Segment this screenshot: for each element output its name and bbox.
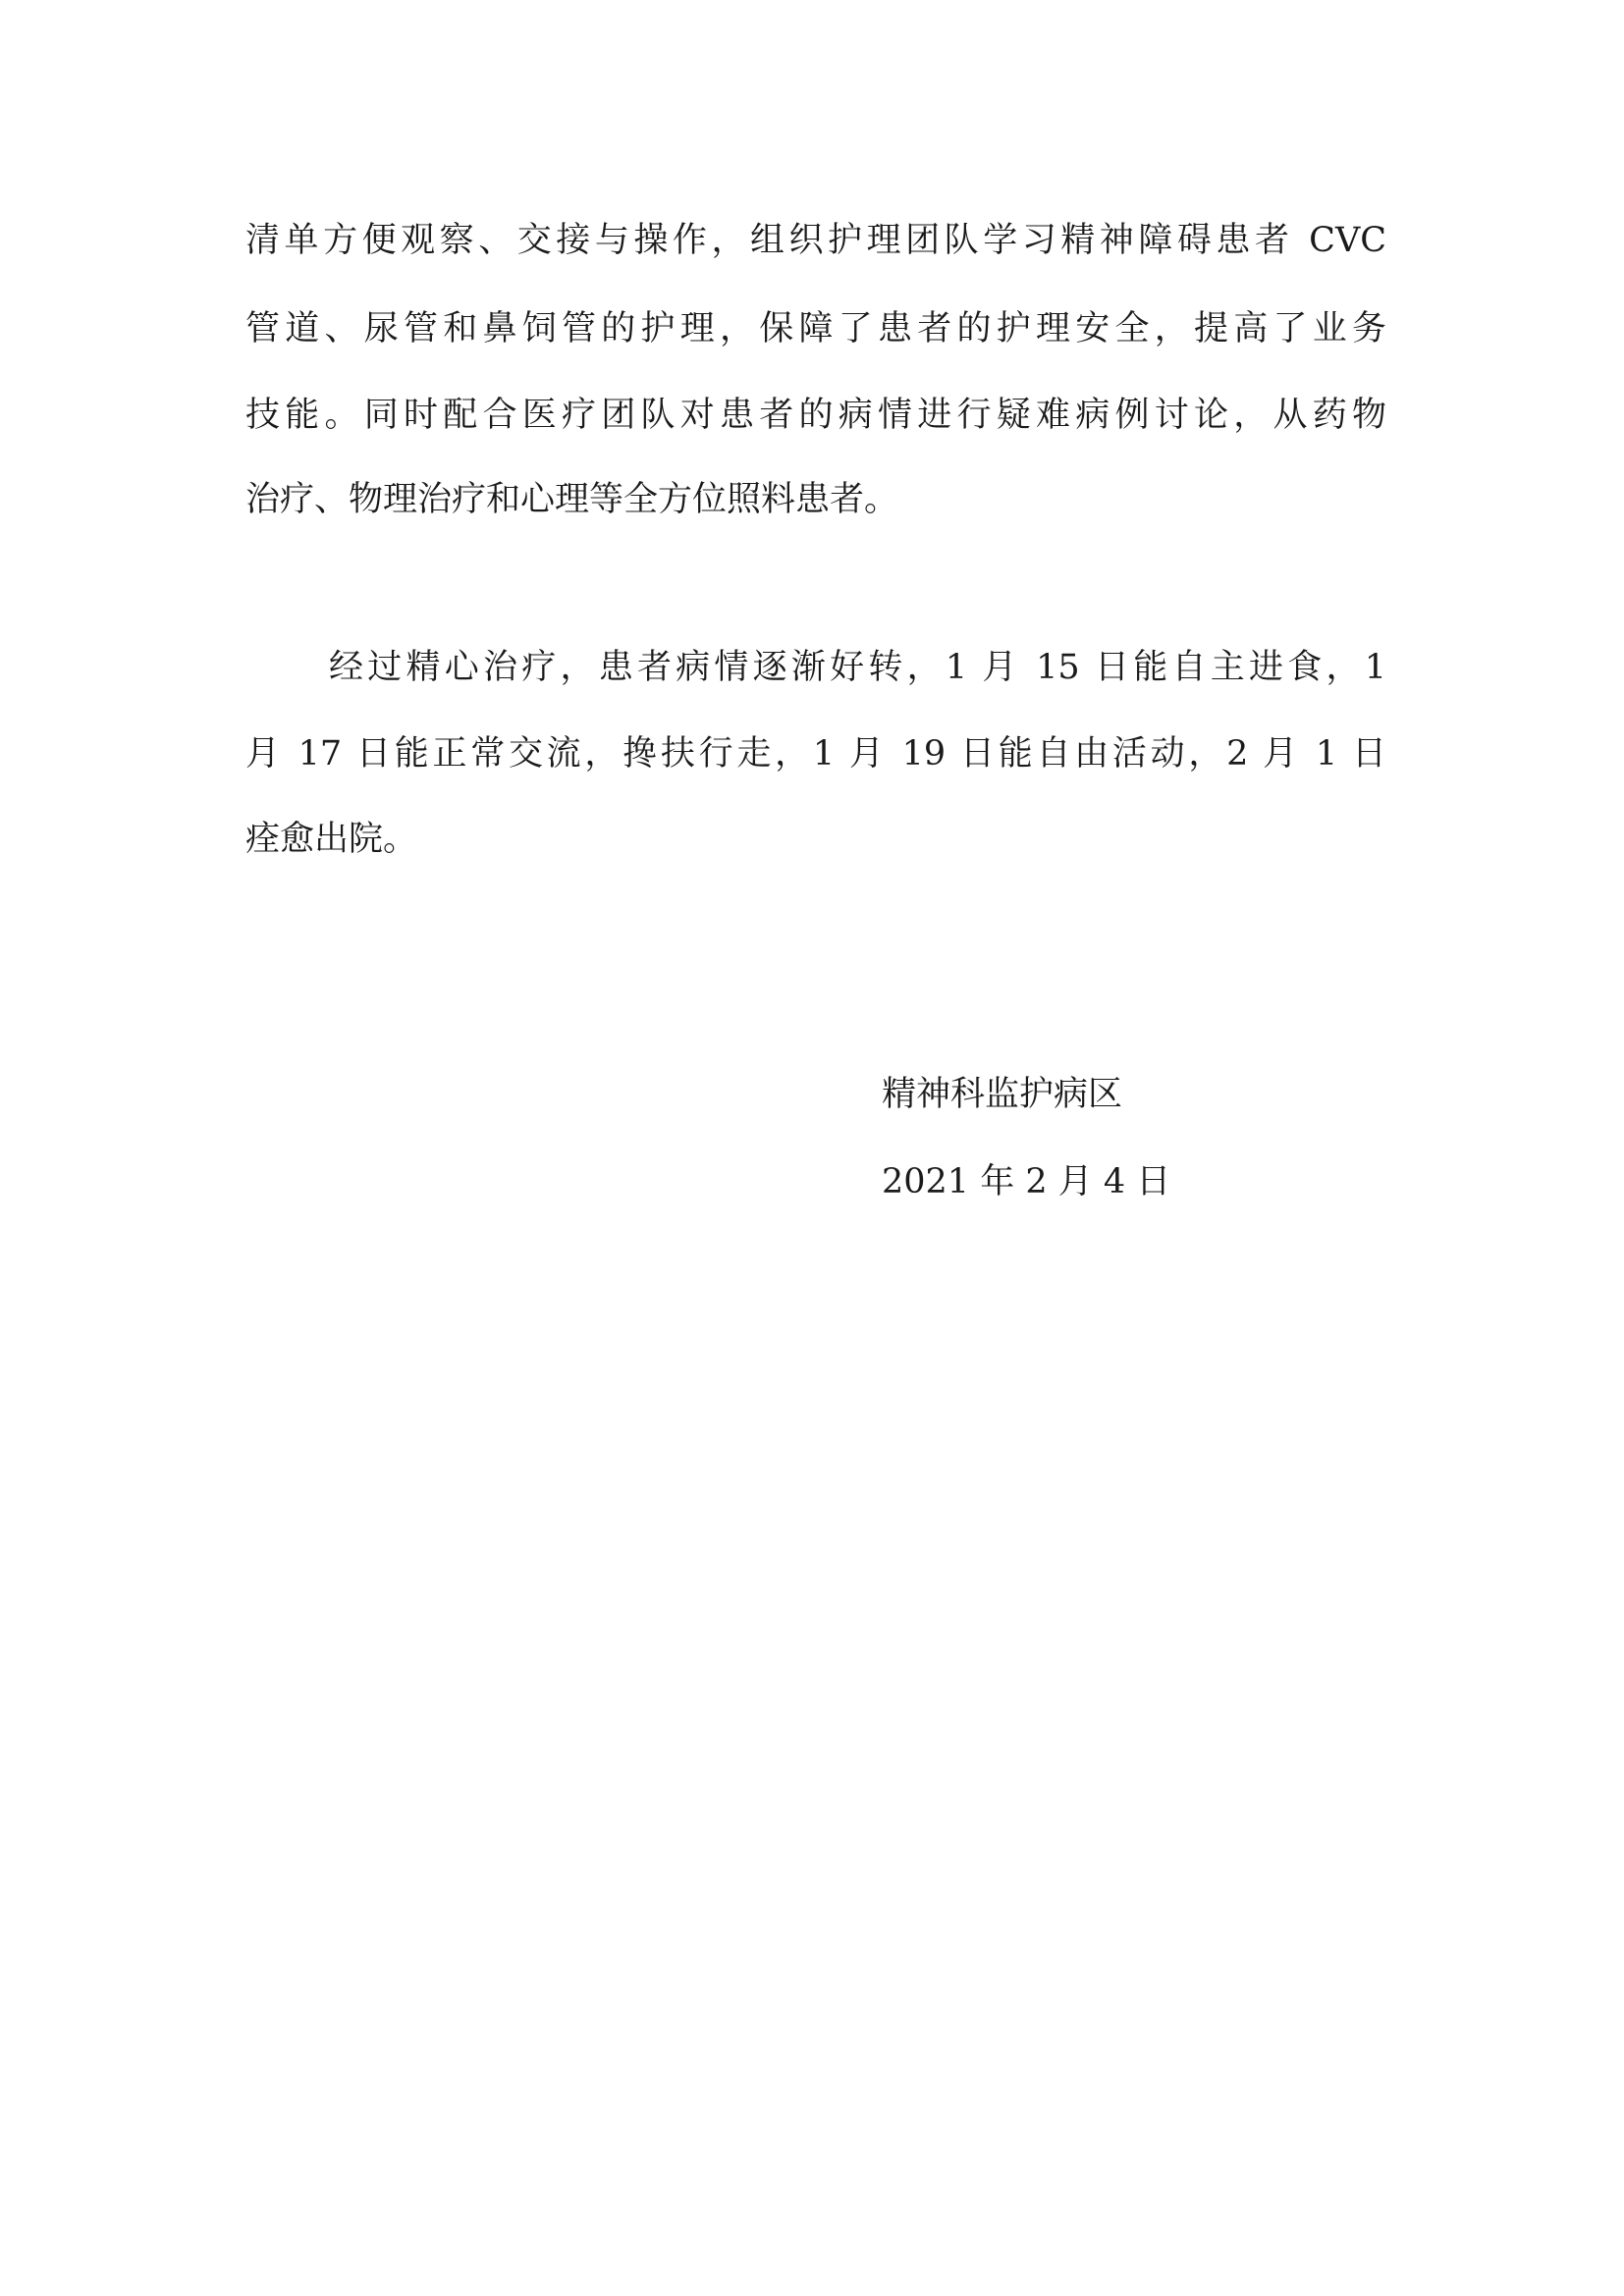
paragraph-1-line-2: 管道、尿管和鼻饲管的护理，保障了患者的护理安全，提高了业务 [245,309,1386,348]
paragraph-2-line-3: 痊愈出院。 [245,820,418,859]
signature-department: 精神科监护病区 [882,1075,1123,1114]
paragraph-1-line-1: 清单方便观察、交接与操作，组织护理团队学习精神障碍患者 CVC [245,221,1386,260]
paragraph-2-line-2: 月 17 日能正常交流，搀扶行走，1 月 19 日能自由活动，2 月 1 日 [245,734,1386,774]
signature-date: 2021 年 2 月 4 日 [882,1162,1171,1201]
paragraph-2-line-1: 经过精心治疗，患者病情逐渐好转，1 月 15 日能自主进食，1 [329,648,1386,687]
paragraph-1-line-4: 治疗、物理治疗和心理等全方位照料患者。 [245,480,899,519]
paragraph-1-line-3: 技能。同时配合医疗团队对患者的病情进行疑难病例讨论，从药物 [245,396,1386,435]
